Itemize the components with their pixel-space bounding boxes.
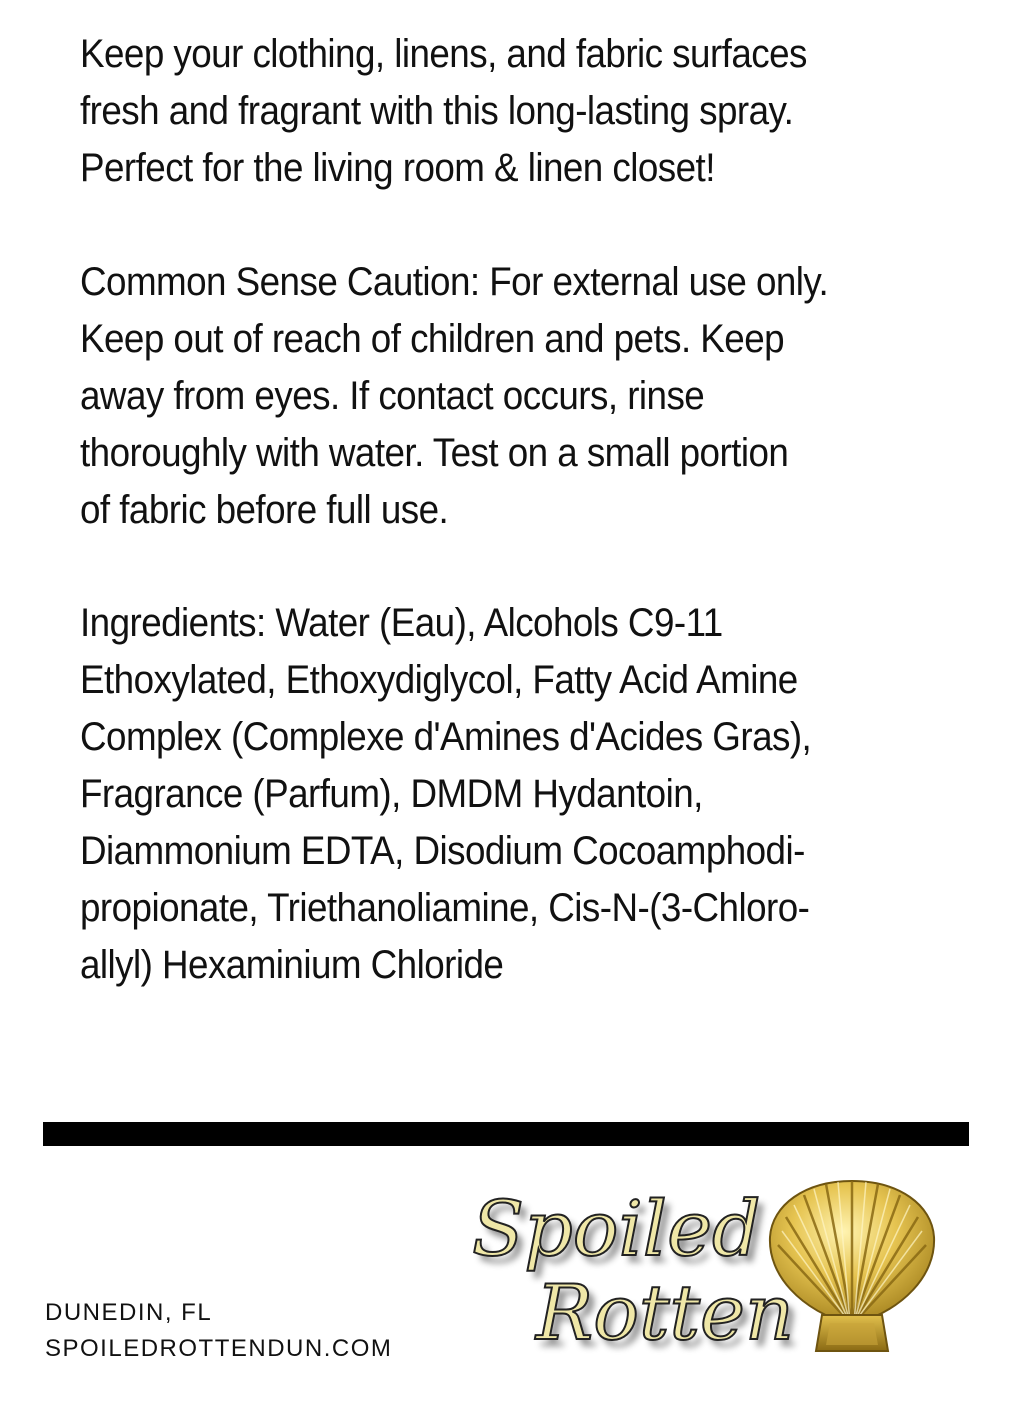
city-label: DUNEDIN, FL <box>45 1299 213 1326</box>
website-link[interactable]: SPOILEDROTTENDUN.COM <box>45 1335 393 1362</box>
brand-logo <box>450 1172 794 1382</box>
caution-text: Common Sense Caution: For external use only. Keep out of reach of children and pets. Keep away from eyes. If contact occurs, rinse thoroughly with water. Test on a small portion of fabric before full use. <box>80 260 829 532</box>
logo-word-rotten: Rotten <box>536 1268 794 1357</box>
logo-word-spoiled: Spoiled <box>472 1184 761 1273</box>
ingredients-text: Ingredients: Water (Eau), Alcohols C9-11 Ethoxylated, Ethoxydiglycol, Fatty Acid Amine Complex (Complexe d'Amines d'Acides Gras), Fragrance (Parfum), DMDM Hydantoin, Diammonium EDTA, Disodium Cocoamphodi- propionate, Triethanoliamine, Cis-N-(3-Chloro- allyl) Hexaminium Chloride <box>80 601 812 987</box>
product-description: Keep your clothing, linens, and fabric surfaces fresh and fragrant with this long-lasting spray. Perfect for the living room & linen closet! <box>80 32 807 190</box>
scallop-shell-icon <box>760 1175 945 1360</box>
divider-bar <box>43 1122 969 1146</box>
